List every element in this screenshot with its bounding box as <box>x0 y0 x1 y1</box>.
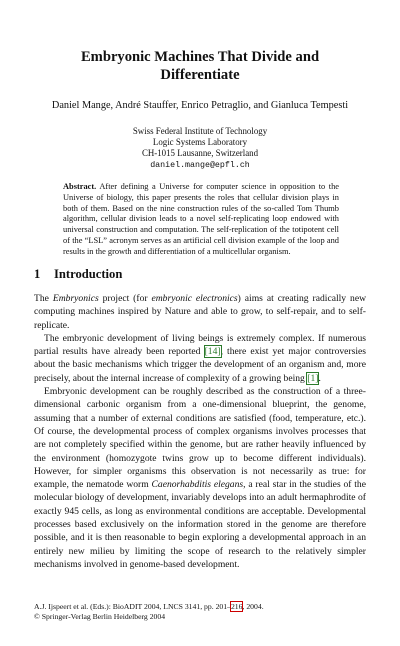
section-title: Introduction <box>54 267 123 281</box>
affiliation-line-1: Swiss Federal Institute of Technology <box>132 126 268 136</box>
p3-text-a: Embryonic development can be roughly described as the construction of a three-dimensional carbonic organism from a one-dimensional blueprint, the genome, assuming that a number of external conditions are satisfied (food, temperature, etc.). Of course, the developmental process of complex organisms involves processes that are not completely specified within the genome, but are rather heavily influenced by the environment (homozygote twins grow up to become different individuals). However, for simpler organisms this observation is not necessarily as true: for example, the nematode worm <box>34 386 366 491</box>
citation-link-14[interactable]: [14] <box>204 346 221 358</box>
footer <box>34 602 366 622</box>
affiliation-line-2: Logic Systems Laboratory <box>152 137 248 147</box>
paragraph-1 <box>34 292 366 332</box>
body-text <box>34 292 366 571</box>
p1-emphasis-embryonics: Embryonics <box>52 293 99 304</box>
section-number: 1 <box>34 267 41 281</box>
section-heading <box>34 267 122 282</box>
p1-text-a: The <box>34 293 53 304</box>
footer-citation-text: A.J. Ijspeert et al. (Eds.): BioADIT 2004, LNCS 3141, pp. 201– <box>34 602 231 611</box>
p2-text-b: , there exist yet major controversies about the basic mechanisms which trigger the development of an organism and, more precisely, about the internal increase of complexity of a growing being <box>34 346 367 384</box>
paragraph-2 <box>34 332 366 385</box>
p2-text-c: . <box>318 372 321 384</box>
p1-text-b: project (for <box>98 293 152 304</box>
paper-title-line-1: Embryonic Machines That Divide and <box>80 49 320 65</box>
paragraph-3 <box>34 385 366 571</box>
footer-copyright: © Springer-Verlag Berlin Heidelberg 2004 <box>34 612 166 621</box>
abstract-label: Abstract. <box>63 182 97 191</box>
footer-citation <box>34 602 366 612</box>
abstract <box>63 182 339 258</box>
p3-emphasis-species: Caenorhabditis elegans <box>151 479 244 491</box>
abstract-text: After defining a Universe for computer science in opposition to the Universe of biology, this paper presents the roles that cellular division plays in both of them. Based on the nine construction rules of the so-called Tom Thumb algorithm, cellular division leads to a novel self-replicating loop endowed with universal construction and computation. The self-replication of the totipotent cell of the “LSL” acronym serves as an artificial cell division example of the loop and results in the growth and differentiation of a multicellular organism. <box>63 182 339 256</box>
paper-title-line-2: Differentiate <box>160 67 240 83</box>
p2-text-a: The embryonic development of living beings is extremely complex. If numerous partial results have already been reported <box>34 332 366 358</box>
footer-citation-end: , 2004. <box>242 602 264 611</box>
author-email[interactable]: daniel.mange@epfl.ch <box>150 161 250 170</box>
p1-text-c: ) aims at creating radically new computing machines inspired by Nature and able to grow, to self-repair, and to self-replicate. <box>34 293 367 331</box>
p3-text-b: , a real star in the studies of the molecular biology of development, invariably develops into an adult hermaphrodite of exactly 945 cells, as long as environmental conditions are acceptable. Developmental processes based exclusively on the information stored in the genome are therefore possible, and it is then reasonable to begin exploring a developmental approach in an entirely new milieu by limiting the scope of research to the relatively simpler mechanisms involved in genome-based development. <box>34 479 366 570</box>
p1-emphasis-embryonic-electronics: embryonic electronics <box>151 293 238 304</box>
affiliation-line-3: CH-1015 Lausanne, Switzerland <box>141 148 259 158</box>
citation-link-1[interactable]: [1] <box>307 372 319 384</box>
affiliation-email-row <box>70 159 330 171</box>
footer-page-link[interactable]: 216 <box>230 602 243 611</box>
authors: Daniel Mange, André Stauffer, Enrico Petraglio, and Gianluca Tempesti <box>51 100 349 111</box>
